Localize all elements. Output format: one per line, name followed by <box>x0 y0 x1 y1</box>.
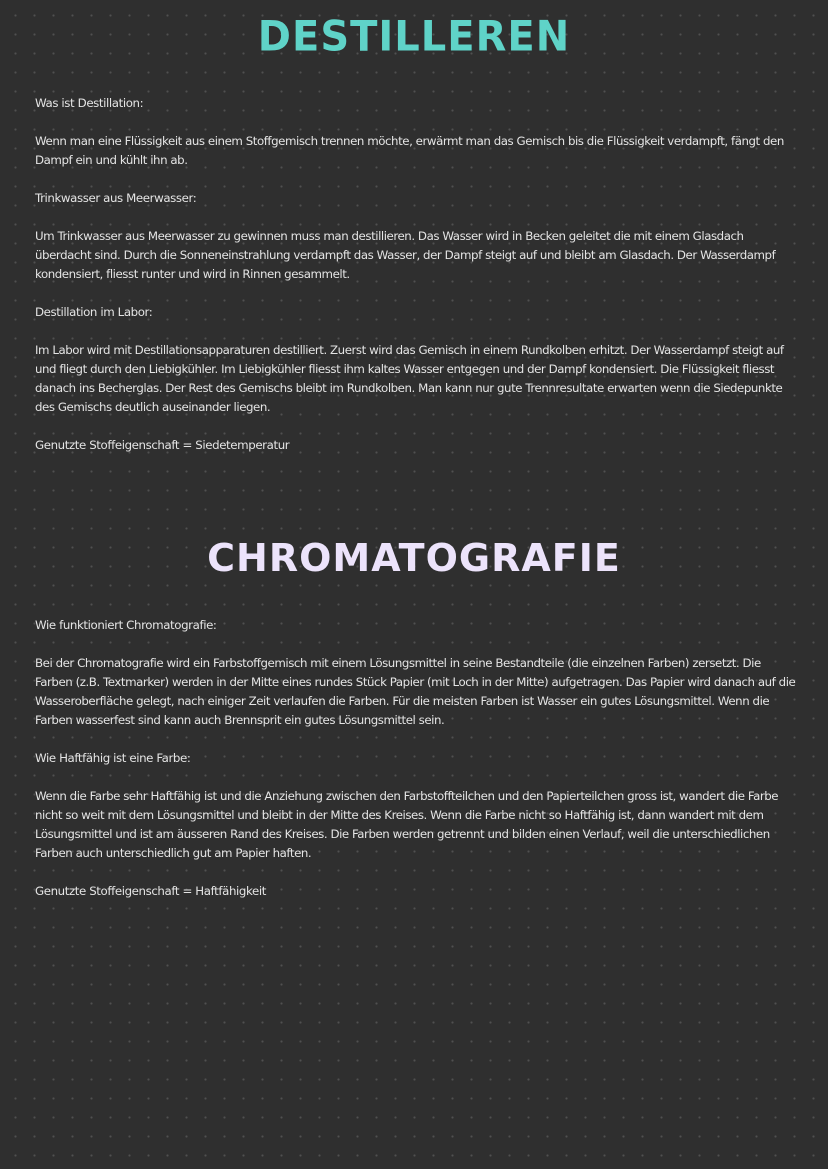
answer-paragraph: Bei der Chromatografie wird ein Farbstoffgemisch mit einem Lösungsmittel in seine Bestandteile (die einzelnen Farben) zersetzt. Die Farben (z.B. Textmarker) werden in der Mitte eines rundes Stück Papier (mit Loch in der Mitte) aufgetragen. Das Papier wird danach auf die Wasseroberfläche gelegt, nach einiger Zeit verlaufen die Farben. Für die meisten Farben ist Wasser ein gutes Lösungsmittel. Wenn die Farben wasserfest sind kann auch Brennsprit ein gutes Lösungsmittel sein. <box>35 656 796 727</box>
section-chromatografie <box>35 616 801 901</box>
property-summary: Genutzte Stoffeigenschaft = Siedetemperatur <box>35 438 290 452</box>
answer-paragraph: Im Labor wird mit Destillationsapparaturen destilliert. Zuerst wird das Gemisch in einem Rundkolben erhitzt. Der Wasserdampf steigt auf und fliegt durch den Liebigkühler. Im Liebigkühler fliesst ihm kaltes Wasser entgegen und der Dampf kondensiert. Die Flüssigkeit fliesst danach ins Becherglas. Der Rest des Gemischs bleibt im Rundkolben. Man kann nur gute Trennresultate erwarten wenn die Siedepunkte des Gemischs deutlich auseinander liegen. <box>35 343 784 414</box>
answer-paragraph: Um Trinkwasser aus Meerwasser zu gewinnen muss man destillieren. Das Wasser wird in Becken geleitet die mit einem Glasdach überdacht sind. Durch die Sonneneinstrahlung verdampft das Wasser, der Dampf steigt auf und bleibt am Glasdach. Der Wasserdampf kondensiert, fliesst runter und wird in Rinnen gesammelt. <box>35 229 776 281</box>
question-heading: Wie funktioniert Chromatografie: <box>35 618 217 632</box>
question-heading: Wie Haftfähig ist eine Farbe: <box>35 751 191 765</box>
property-summary: Genutzte Stoffeigenschaft = Haftfähigkeit <box>35 884 266 898</box>
answer-paragraph: Wenn die Farbe sehr Haftfähig ist und die Anziehung zwischen den Farbstoffteilchen und den Papierteilchen gross ist, wandert die Farbe nicht so weit mit dem Lösungsmittel und bleibt in der Mitte des Kreises. Wenn die Farbe nicht so Haftfähig ist, dann wandert mit dem Lösungsmittel und ist am äusseren Rand des Kreises. Die Farben werden getrennt und bilden einen Verlauf, weil die unterschiedlichen Farben auch unterschiedlich gut am Papier haften. <box>35 789 779 860</box>
section-title-destilleren: DESTILLEREN <box>257 12 571 62</box>
question-heading: Destillation im Labor: <box>35 305 153 319</box>
section-destilleren <box>35 94 801 455</box>
answer-paragraph: Wenn man eine Flüssigkeit aus einem Stoffgemisch trennen möchte, erwärmt man das Gemisch bis die Flüssigkeit verdampft, fängt den Dampf ein und kühlt ihn ab. <box>35 134 784 167</box>
question-heading: Was ist Destillation: <box>35 96 144 110</box>
section-title-chromatografie: CHROMATOGRAFIE <box>207 536 621 580</box>
question-heading: Trinkwasser aus Meerwasser: <box>35 191 197 205</box>
